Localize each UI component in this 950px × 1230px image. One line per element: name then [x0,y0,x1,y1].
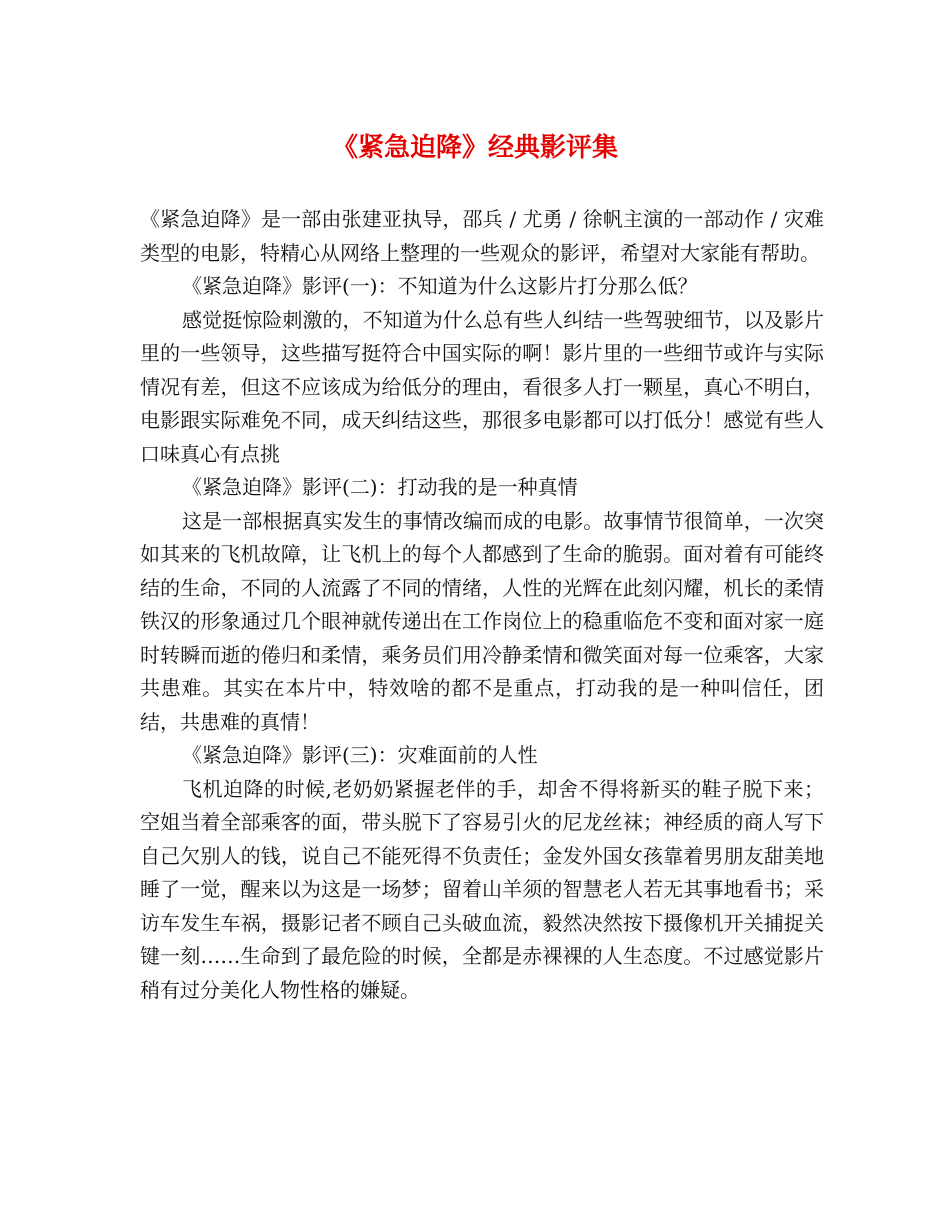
review-heading-3: 《紧急迫降》影评(三)：灾难面前的人性 [182,743,538,767]
review-paragraph-3: 飞机迫降的时候,老奶奶紧握老伴的手，却舍不得将新买的鞋子脱下来；空姐当着全部乘客的面，带头脱下了容易引火的尼龙丝袜；神经质的商人写下自己欠别人的钱，说自己不能死得不负责任；金发外国女孩靠着男朋友甜美地睡了一觉，醒来以为这是一场梦；留着山羊须的智慧老人若无其事地看书；采访车发生车祸，摄影记者不顾自己头破血流，毅然决然按下摄像机开关捕捉关键一刻……生命到了最危险的时候，全都是赤裸裸的人生态度。不过感觉影片稍有过分美化人物性格的嫌疑。 [140,776,824,1002]
review-paragraph-2: 这是一部根据真实发生的事情改编而成的电影。故事情节很简单，一次突如其来的飞机故障，让飞机上的每个人都感到了生命的脆弱。面对着有可能终结的生命，不同的人流露了不同的情绪，人性的光辉在此刻闪耀，机长的柔情铁汉的形象通过几个眼神就传递出在工作岗位上的稳重临危不变和面对家一庭时转瞬而逝的倦归和柔情，乘务员们用冷静柔情和微笑面对每一位乘客，大家共患难。其实在本片中，特效啥的都不是重点，打动我的是一种叫信任，团结，共患难的真情！ [140,508,824,734]
review-paragraph-1: 感觉挺惊险刺激的，不知道为什么总有些人纠结一些驾驶细节，以及影片里的一些领导，这些描写挺符合中国实际的啊！影片里的一些细节或许与实际情况有差，但这不应该成为给低分的理由，看很多人打一颗星，真心不明白，电影跟实际难免不同，成天纠结这些，那很多电影都可以打低分！感觉有些人口味真心有点挑 [140,307,824,466]
intro-paragraph: 《紧急迫降》是一部由张建亚执导，邵兵 / 尤勇 / 徐帆主演的一部动作 / 灾难类型的电影，特精心从网络上整理的一些观众的影评，希望对大家能有帮助。 [140,207,824,265]
document-title: 《紧急迫降》经典影评集 [331,133,618,163]
review-heading-2: 《紧急迫降》影评(二)：打动我的是一种真情 [182,475,578,499]
review-heading-1: 《紧急迫降》影评(一)：不知道为什么这影片打分那么低？ [182,274,698,298]
document-body [140,203,824,1007]
